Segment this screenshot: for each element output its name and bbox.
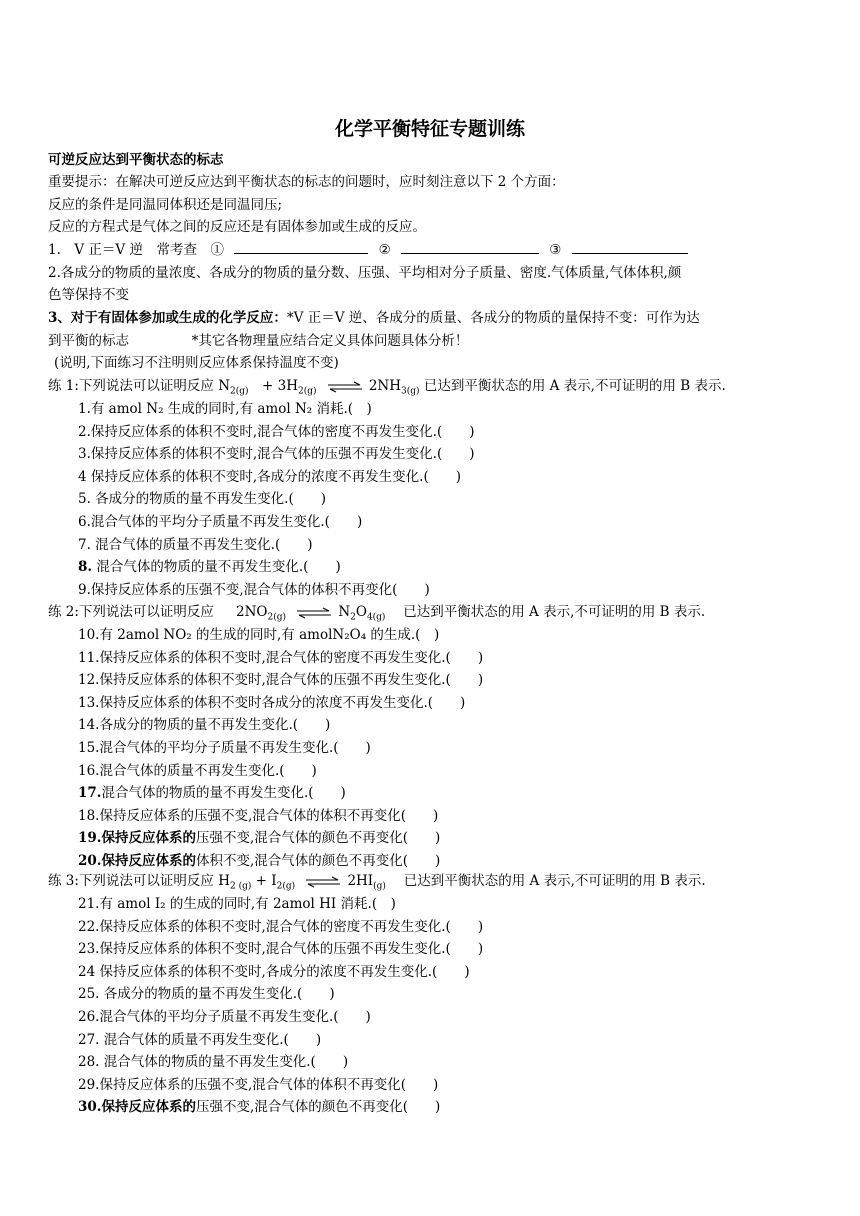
question-item [78, 894, 396, 914]
question-text: 14.各成分的物质的量不再发生变化.( ) [78, 717, 331, 734]
reaction-2: $2NO_{2(g)}$ $N_2O_{4(g)}$ [218, 604, 386, 623]
exercise-1-header [48, 376, 726, 396]
tip-text: 重要提示：在解决可逆反应达到平衡状态的标志的问题时，应时刻注意以下 2 个方面： [48, 174, 565, 190]
question-item [78, 399, 372, 419]
question-item [78, 806, 438, 826]
question-item [78, 851, 440, 871]
question-item [78, 535, 313, 555]
question-item [78, 444, 475, 464]
exercise-3-tail: 已达到平衡状态的用 A 表示,不可证明的用 B 表示. [403, 873, 706, 889]
note-text: (说明,下面练习不注明则反应体系保持温度不变) [54, 355, 339, 371]
aspect-2: 反应的方程式是气体之间的反应还是有固体参加或生成的反应。 [48, 219, 426, 235]
question-bold-prefix: 30.保持反应体系的 [78, 1099, 196, 1116]
question-item [78, 917, 483, 937]
question-item [78, 580, 430, 600]
question-item [78, 422, 475, 442]
equilibrium-arrow-icon [305, 876, 341, 888]
question-bold-prefix: 17. [78, 785, 102, 802]
question-text: 4 保持反应体系的体积不变时,各成分的浓度不再发生变化.( ) [78, 468, 461, 485]
question-text: 混合气体的物质的量不再发生变化.( ) [101, 785, 346, 802]
question-text: 16.混合气体的质量不再发生变化.( ) [78, 762, 317, 779]
equilibrium-arrow-icon [327, 381, 363, 393]
point-2-line-2: 色等保持不变 [48, 287, 129, 303]
question-text: 7. 混合气体的质量不再发生变化.( ) [78, 536, 313, 553]
question-text: 2.保持反应体系的体积不变时,混合气体的密度不再发生变化.( ) [78, 423, 475, 440]
point-3-line-2 [48, 331, 468, 351]
question-text: 10.有 2amol NO₂ 的生成的同时,有 amolN₂O₄ 的生成.( ) [78, 627, 440, 643]
exercise-2-header [48, 602, 705, 622]
question-item [78, 962, 470, 982]
question-item [78, 670, 483, 690]
question-item [78, 828, 440, 848]
question-text: 3.保持反应体系的体积不变时,混合气体的压强不再发生变化.( ) [78, 446, 475, 463]
question-text: 压强不变,混合气体的颜色不再变化( ) [196, 1099, 441, 1116]
point-3-rest: *V 正＝V 逆、各成分的质量、各成分的物质的量保持不变：可作为达 [286, 310, 700, 326]
question-bold-prefix: 19.保持反应体系的 [78, 830, 196, 847]
question-item [78, 512, 362, 532]
question-text: 18.保持反应体系的压强不变,混合气体的体积不再变化( ) [78, 807, 439, 824]
answer-blank-2[interactable] [401, 240, 539, 254]
point-3-line-1 [48, 308, 700, 328]
marker-2: ② [378, 242, 391, 258]
question-item [78, 1052, 348, 1072]
answer-blank-3[interactable] [572, 240, 688, 254]
question-text: 24 保持反应体系的体积不变时,各成分的浓度不再发生变化.( ) [78, 963, 470, 980]
question-item [78, 939, 483, 959]
section-heading: 可逆反应达到平衡状态的标志 [48, 152, 224, 168]
question-text: 25. 各成分的物质的量不再发生变化.( ) [78, 986, 335, 1003]
question-text: 6.混合气体的平均分子质量不再发生变化.( ) [78, 514, 363, 530]
question-text: 混合气体的物质的量不再发生变化.( ) [92, 559, 341, 576]
exercise-1-tail: 已达到平衡状态的用 A 表示,不可证明的用 B 表示. [423, 378, 726, 394]
question-text: 21.有 amol I₂ 的生成的同时,有 2amol HI 消耗.( ) [78, 896, 396, 912]
aspect-1: 反应的条件是同温同体积还是同温同压; [48, 197, 283, 213]
question-text: 29.保持反应体系的压强不变,混合气体的体积不再变化( ) [78, 1076, 439, 1093]
question-text: 9.保持反应体系的压强不变,混合气体的体积不再变化( ) [78, 581, 430, 598]
point-3-bold: 3、对于有固体参加或生成的化学反应： [48, 310, 287, 326]
question-text: 22.保持反应体系的体积不变时,混合气体的密度不再发生变化.( ) [78, 918, 484, 935]
reaction-1: $N_{2(g)}$ + $3H_{2(g)}$ $2NH_{3(g)}$ [218, 378, 420, 397]
exercise-2-tail: 已达到平衡状态的用 A 表示,不可证明的用 B 表示. [403, 604, 706, 620]
exercise-2-lead: 练 2:下列说法可以证明反应 [48, 604, 214, 620]
question-text: 体积不变,混合气体的颜色不再变化( ) [196, 853, 441, 869]
point-3-line2a: 到平衡的标志 [48, 333, 129, 349]
question-item [78, 761, 317, 781]
question-item [78, 783, 346, 803]
question-text: 28. 混合气体的物质的量不再发生变化.( ) [78, 1054, 349, 1071]
exercise-3-lead: 练 3:下列说法可以证明反应 [48, 873, 214, 889]
question-text: 5. 各成分的物质的量不再发生变化.( ) [78, 491, 326, 508]
question-item [78, 984, 335, 1004]
point-2-line-1: 2.各成分的物质的量浓度、各成分的物质的量分数、压强、平均相对分子质量、密度.气体质量,气体体积,颜 [48, 265, 682, 281]
question-text: 11.保持反应体系的体积不变时,混合气体的密度不再发生变化.( ) [78, 649, 484, 666]
question-item [78, 1075, 438, 1095]
question-bold-prefix: 8. [78, 559, 93, 576]
question-text: 27. 混合气体的质量不再发生变化.( ) [78, 1031, 322, 1048]
question-text: 压强不变,混合气体的颜色不再变化( ) [196, 830, 441, 847]
question-item [78, 1007, 371, 1027]
point-1 [48, 240, 694, 260]
question-item [78, 489, 326, 509]
page-title: 化学平衡特征专题训练 [334, 118, 525, 140]
question-item [78, 467, 461, 487]
question-item [78, 1030, 321, 1050]
marker-3: ③ [549, 242, 562, 258]
equilibrium-arrow-icon [296, 607, 332, 619]
question-item [78, 648, 483, 668]
question-item [78, 693, 465, 713]
reaction-3: $H_{2 (g)} + I_{2(g)}$ $2HI_{(g)}$ [218, 873, 386, 892]
question-item [78, 715, 330, 735]
question-bold-prefix: 20.保持反应体系的 [78, 853, 196, 869]
question-text: 12.保持反应体系的体积不变时,混合气体的压强不再发生变化.( ) [78, 672, 484, 689]
question-text: 26.混合气体的平均分子质量不再发生变化.( ) [78, 1009, 371, 1025]
point-3-line2b: *其它各物理量应结合定义具体问题具体分析！ [191, 333, 469, 349]
question-text: 1.有 amol N₂ 生成的同时,有 amol N₂ 消耗.( ) [78, 401, 372, 417]
question-item [78, 1097, 440, 1117]
question-item [78, 557, 341, 577]
question-item [78, 738, 371, 758]
question-text: 15.混合气体的平均分子质量不再发生变化.( ) [78, 740, 371, 756]
exercise-1-lead: 练 1:下列说法可以证明反应 [48, 378, 214, 394]
question-item [78, 625, 439, 645]
exercise-3-header [48, 871, 706, 891]
point-1-prefix: 1. V 正＝V 逆 常考查 ① [48, 242, 224, 258]
question-text: 23.保持反应体系的体积不变时,混合气体的压强不再发生变化.( ) [78, 941, 484, 958]
answer-blank-1[interactable] [234, 240, 368, 254]
question-text: 13.保持反应体系的体积不变时各成分的浓度不再发生变化.( ) [78, 694, 466, 711]
